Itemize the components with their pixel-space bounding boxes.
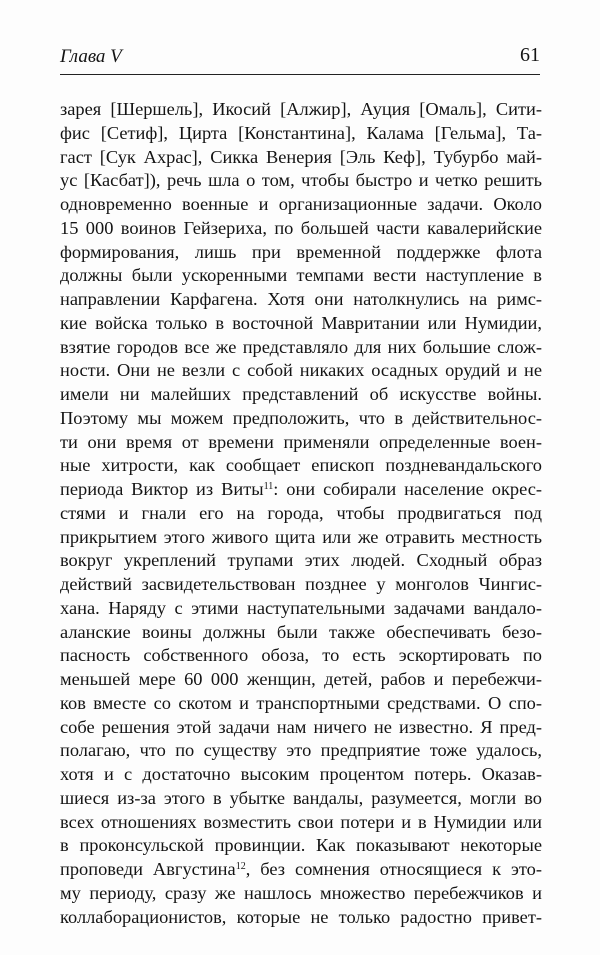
text-line: формирования, лишь при временной поддержке флота <box>60 241 542 262</box>
text-line: прикрытием этого живого щита или же отравить местность <box>60 526 542 547</box>
text-line: Поэтому мы можем предположить, что в действительнос- <box>60 407 542 428</box>
text-line: всех отношениях возместить свои потери и в Нумидии или <box>60 811 542 832</box>
text-line: пасность собственного обоза, то есть эскортировать по <box>60 645 542 666</box>
text-line: стями и гнали его на города, чтобы продвигаться под <box>60 502 542 523</box>
text-line: ков вместе со скотом и транспортными средствами. О спо- <box>60 692 542 713</box>
text-line: имели ни малейших представлений об искусстве войны. <box>60 384 542 404</box>
text-line: хана. Наряду с этими наступательными задачами вандало- <box>60 597 542 618</box>
footnote-ref[interactable]: 12 <box>235 861 246 872</box>
text-line: вокруг укреплений трупами этих людей. Сходный образ <box>60 550 542 571</box>
text-line: фис [Сетиф], Цирта [Константина], Калама [Гельма], Та- <box>60 122 542 143</box>
text-line-with-footnote <box>60 858 542 882</box>
body-text <box>60 98 542 929</box>
footnote-ref[interactable]: 11 <box>263 481 274 492</box>
text-line: зарея [Шершель], Икосий [Алжир], Ауция [Омаль], Сити- <box>60 99 542 119</box>
text-line-with-footnote <box>60 478 542 502</box>
text-line: кие войска только в восточной Мавритании или Нумидии, <box>60 312 542 333</box>
text-segment: : они собирали население окрес- <box>273 479 542 499</box>
text-line: направлении Карфагена. Хотя они натолкнулись на римс- <box>60 289 542 309</box>
text-line: одновременно военные и организационные задачи. Около <box>60 194 542 214</box>
text-line: му периоду, сразу же нашлось множество перебежчиков и <box>60 882 542 903</box>
running-header <box>60 44 540 70</box>
text-segment: проповеди Августина <box>60 859 236 879</box>
text-line: ные хитрости, как сообщает епископ поздневандальского <box>60 455 542 476</box>
text-line: действий засвидетельствован позднее у монголов Чингис- <box>60 574 542 594</box>
chapter-title: Глава V <box>60 46 122 67</box>
text-line: аланские воины должны были также обеспечивать безо- <box>60 621 542 642</box>
text-line: в проконсульской провинции. Как показывают некоторые <box>60 835 542 856</box>
text-line: меньшей мере 60 000 женщин, детей, рабов и перебежчи- <box>60 669 542 689</box>
text-line: ти они время от времени применяли определенные воен- <box>60 431 542 452</box>
text-line: ус [Касбат]), речь шла о том, чтобы быстро и четко решить <box>60 170 542 191</box>
text-line: гаст [Сук Ахрас], Сикка Венерия [Эль Кеф], Тубурбо май- <box>60 146 542 167</box>
text-line: 15 000 воинов Гейзериха, по большей части кавалерийские <box>60 217 542 238</box>
text-line: собе решения этой задачи нам ничего не известно. Я пред- <box>60 716 542 737</box>
text-line: шиеся из-за этого в убытке вандалы, разумеется, могли во <box>60 787 542 808</box>
text-line: взятие городов все же представляло для них большие слож- <box>60 336 542 357</box>
text-line: коллаборационистов, которые не только радостно привет- <box>60 906 542 927</box>
text-segment: периода Виктор из Виты <box>60 479 264 499</box>
page-number: 61 <box>520 44 540 66</box>
text-line: должны были ускоренными темпами вести наступление в <box>60 265 542 286</box>
text-line: хотя и с достаточно высоким процентом потерь. Оказав- <box>60 764 542 784</box>
text-line: полагаю, что по существу это предприятие тоже удалось, <box>60 740 542 761</box>
header-rule <box>60 74 540 75</box>
text-segment: , без сомнения относящиеся к это- <box>245 859 542 879</box>
text-line: ности. Они не везли с собой никаких осадных орудий и не <box>60 360 542 381</box>
